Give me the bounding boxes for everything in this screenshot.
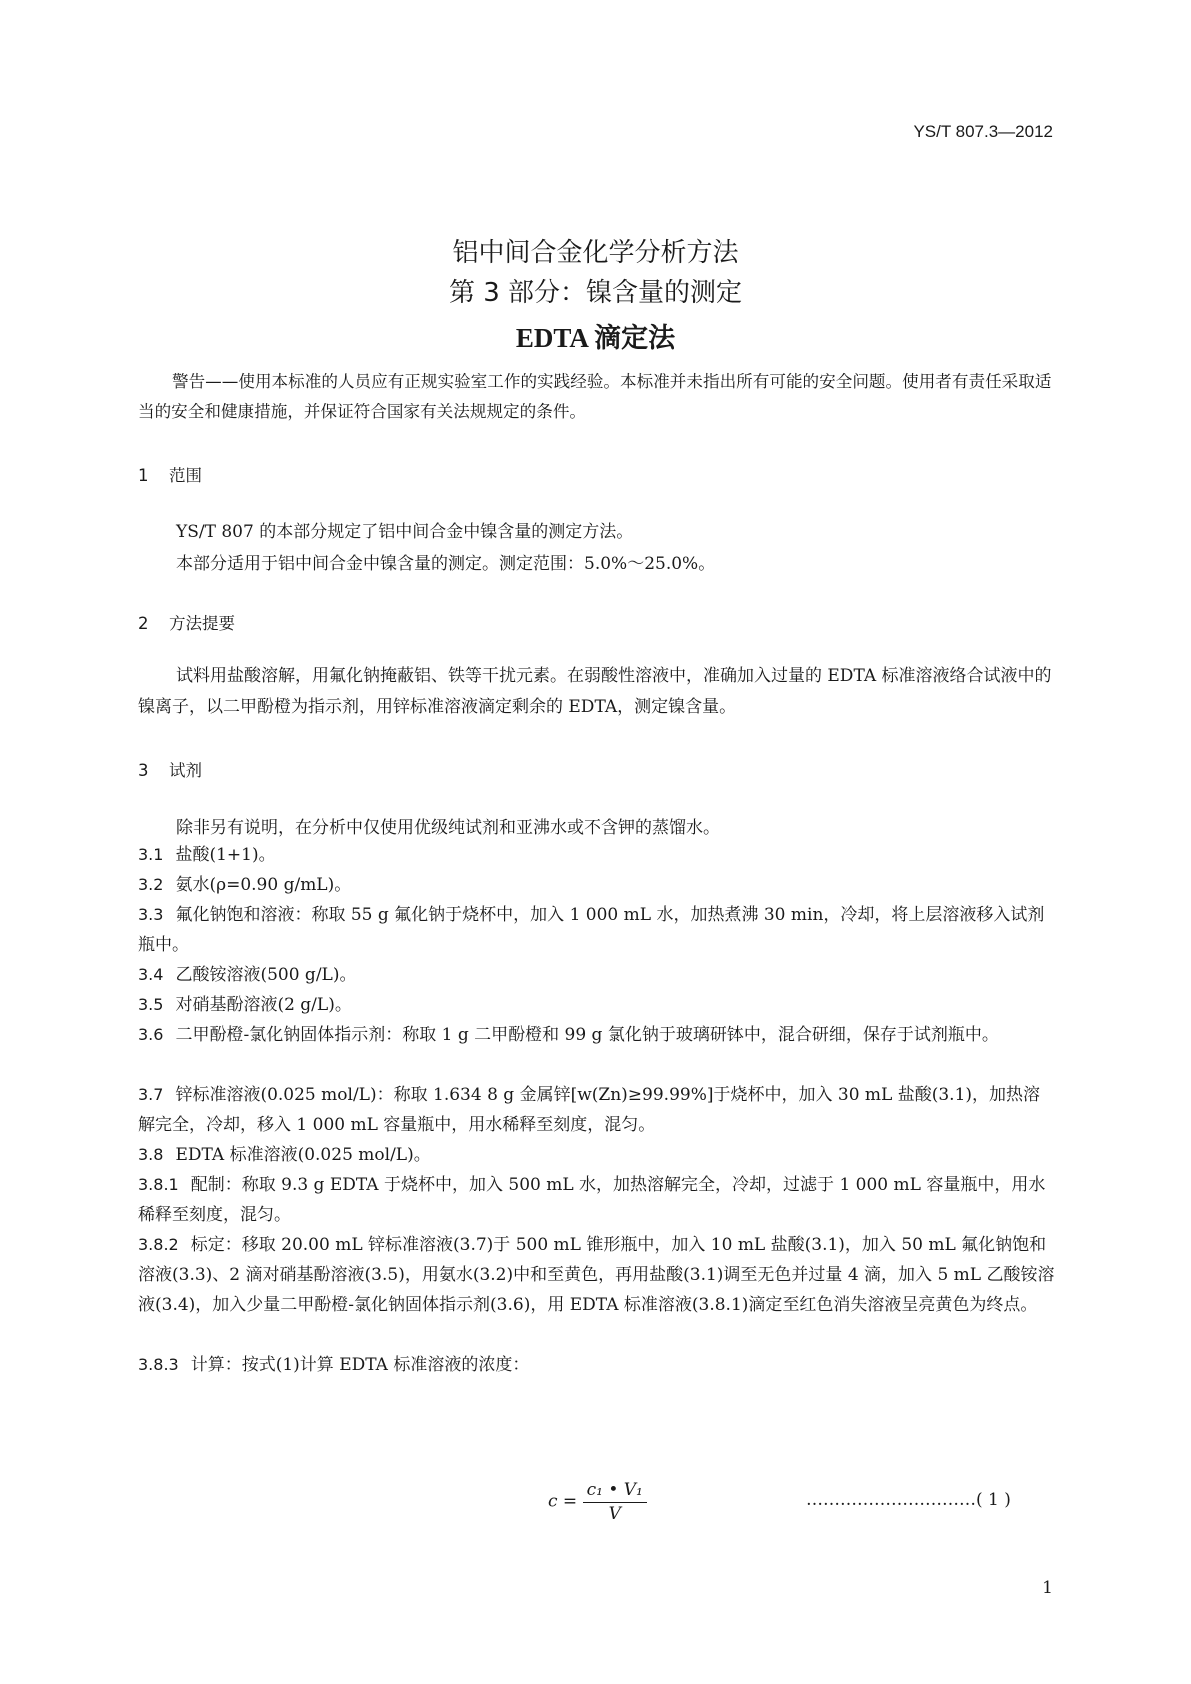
item-number: 3.8 <box>138 1145 164 1164</box>
item-text: 配制：称取 9.3 g EDTA 于烧杯中，加入 500 mL 水，加热溶解完全，冷却，过滤于 1 000 mL 容量瓶中，用水稀释至刻度，混匀。 <box>138 1175 1046 1225</box>
section-2-para: 试料用盐酸溶解，用氟化钠掩蔽铝、铁等干扰元素。在弱酸性溶液中，准确加入过量的 EDTA 标准溶液络合试液中的镍离子，以二甲酚橙为指示剂，用锌标准溶液滴定剩余的 EDTA，测定镍含量。 <box>138 666 1052 717</box>
item-text: 对硝基酚溶液(2 g/L)。 <box>175 995 352 1015</box>
title-line-1: 铝中间合金化学分析方法 <box>452 238 739 268</box>
item-text: 锌标准溶液(0.025 mol/L)：称取 1.634 8 g 金属锌[w(Zn)≥99.99%]于烧杯中，加入 30 mL 盐酸(3.1)，加热溶解完全，冷却，移入 1 000 mL 容量瓶中，用水稀释至刻度，混匀。 <box>138 1085 1041 1135</box>
reagent-item <box>138 1020 1056 1050</box>
section-1-para-1: YS/T 807 的本部分规定了铝中间合金中镍含量的测定方法。 <box>176 522 634 542</box>
reagent-item <box>138 870 1056 900</box>
formula-fraction <box>583 1480 647 1524</box>
standard-number: YS/T 807.3—2012 <box>913 122 1053 141</box>
title-line-3: EDTA 滴定法 <box>515 323 676 353</box>
formula-lhs: c = <box>548 1491 578 1512</box>
item-number: 3.8.3 <box>138 1355 179 1374</box>
item-text: 标定：移取 20.00 mL 锌标准溶液(3.7)于 500 mL 锥形瓶中，加入 10 mL 盐酸(3.1)，加入 50 mL 氟化钠饱和溶液(3.3)、2 滴对硝基酚溶液(3.5)，用氨水(3.2)中和至黄色，再用盐酸(3.1)调至无色并过量 4 滴，加入 5 mL 乙酸铵溶液(3.4)，加入少量二甲酚橙-氯化钠固体指示剂(3.6)，用 EDTA 标准溶液(3.8.1)滴定至红色消失溶液呈亮黄色为终点。 <box>138 1235 1055 1315</box>
item-number: 3.7 <box>138 1085 164 1104</box>
page-number: 1 <box>1042 1578 1053 1598</box>
item-text: 氨水(ρ=0.90 g/mL)。 <box>175 875 352 895</box>
formula-numerator: c₁ • V₁ <box>583 1480 647 1503</box>
section-1-number: 1 <box>138 466 149 485</box>
item-number: 3.8.2 <box>138 1235 179 1254</box>
formula-1 <box>548 1480 647 1524</box>
section-2-heading <box>138 610 235 634</box>
reagent-item <box>138 1350 1056 1380</box>
warning-paragraph: 警告——使用本标准的人员应有正规实验室工作的实践经验。本标准并未指出所有可能的安全问题。使用者有责任采取适当的安全和健康措施，并保证符合国家有关法规规定的条件。 <box>138 372 1052 421</box>
reagent-item <box>138 900 1056 960</box>
item-number: 3.5 <box>138 995 164 1014</box>
item-number: 3.2 <box>138 875 164 894</box>
item-number: 3.8.1 <box>138 1175 179 1194</box>
item-text: 二甲酚橙-氯化钠固体指示剂：称取 1 g 二甲酚橙和 99 g 氯化钠于玻璃研钵中，混合研细，保存于试剂瓶中。 <box>175 1025 999 1045</box>
item-number: 3.6 <box>138 1025 164 1044</box>
section-1-title: 范围 <box>169 466 202 485</box>
section-3-intro: 除非另有说明，在分析中仅使用优级纯试剂和亚沸水或不含钾的蒸馏水。 <box>176 818 720 838</box>
section-3-number: 3 <box>138 761 149 780</box>
item-text: EDTA 标准溶液(0.025 mol/L)。 <box>175 1145 431 1165</box>
reagent-item <box>138 990 1056 1020</box>
item-text: 乙酸铵溶液(500 g/L)。 <box>175 965 357 985</box>
item-text: 氟化钠饱和溶液：称取 55 g 氟化钠于烧杯中，加入 1 000 mL 水，加热煮沸 30 min，冷却，将上层溶液移入试剂瓶中。 <box>138 905 1045 955</box>
formula-number: ( 1 ) <box>976 1490 1011 1510</box>
formula-leader-dots: ………………………… <box>806 1490 976 1510</box>
reagent-item <box>138 840 1056 870</box>
section-1-para-2: 本部分适用于铝中间合金中镍含量的测定。测定范围：5.0%～25.0%。 <box>176 554 716 574</box>
item-number: 3.1 <box>138 845 164 864</box>
item-number: 3.3 <box>138 905 164 924</box>
reagent-item <box>138 1170 1056 1230</box>
title-line-2: 第 3 部分：镍含量的测定 <box>448 278 743 308</box>
section-2-title: 方法提要 <box>169 614 235 633</box>
item-text: 计算：按式(1)计算 EDTA 标准溶液的浓度： <box>190 1355 530 1375</box>
item-text: 盐酸(1+1)。 <box>175 845 276 865</box>
reagent-item <box>138 1080 1056 1140</box>
item-number: 3.4 <box>138 965 164 984</box>
reagent-item <box>138 1140 1056 1170</box>
formula-label <box>806 1490 1011 1510</box>
section-2-number: 2 <box>138 614 149 633</box>
reagent-item <box>138 1230 1056 1320</box>
formula-denominator: V <box>608 1504 621 1524</box>
section-3-title: 试剂 <box>169 761 202 780</box>
section-3-heading <box>138 757 202 781</box>
reagent-item <box>138 960 1056 990</box>
section-1-heading <box>138 462 202 486</box>
